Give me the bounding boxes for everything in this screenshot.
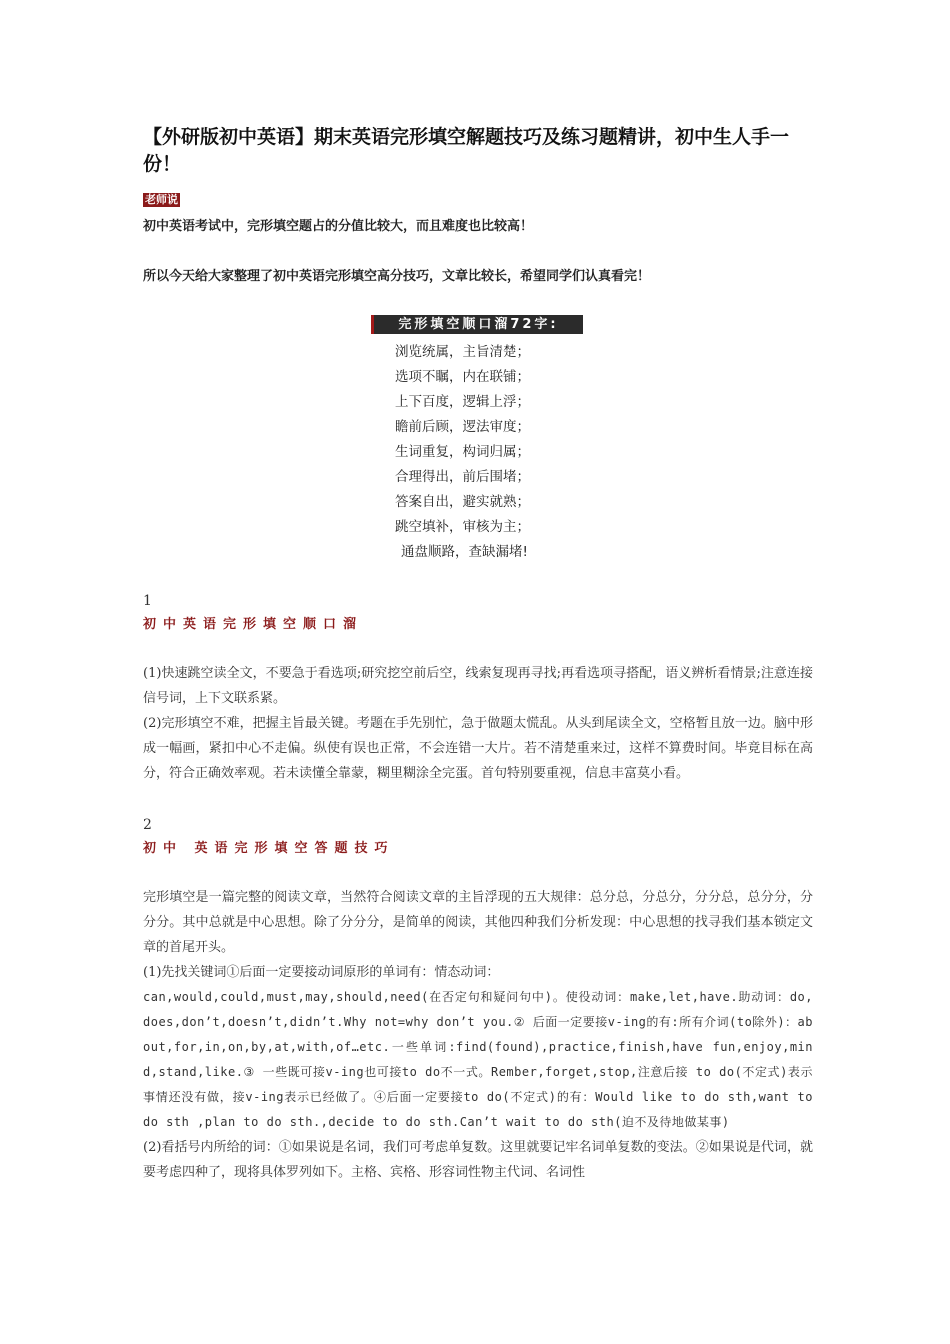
section-body [143, 885, 813, 1185]
section-number: 2 [143, 817, 152, 833]
rhyme-line: 合理得出，前后围堵； [395, 469, 530, 485]
rhyme-list [395, 340, 565, 565]
rhyme-line: 选项不瞩，内在联铺； [395, 369, 530, 385]
paragraph: (1)快速跳空读全文，不要急于看选项;研究挖空前后空，线索复现再寻找;再看选项寻搭配，语义辨析看情景;注意连接信号词，上下文联系紧。 [143, 666, 813, 706]
section-heading: 初中英语完形填空顺口溜 [143, 617, 364, 632]
section-heading: 初中 英语完形填空答题技巧 [143, 841, 395, 856]
teacher-says-badge: 老师说 [145, 193, 178, 206]
paragraph: (1)先找关键词①后面一定要接动词原形的单词有：情态动词： [143, 965, 500, 980]
article-title: 【外研版初中英语】期末英语完形填空解题技巧及练习题精讲，初中生人手一份！ [143, 126, 790, 175]
intro-line-1: 初中英语考试中，完形填空题占的分值比较大，而且难度也比较高！ [143, 219, 534, 234]
rhyme-heading: 完形填空顺口溜72字: [371, 315, 583, 334]
rhyme-line: 瞻前后顾，逻法审度； [395, 419, 530, 435]
rhyme-line: 上下百度，逻辑上浮； [395, 394, 530, 410]
paragraph: 完形填空是一篇完整的阅读文章，当然符合阅读文章的主旨浮现的五大规律：总分总，分总分，分分总，总分分，分分分。其中总就是中心思想。除了分分分，是简单的阅读，其他四种我们分析发现：中心思想的找寻我们基本锁定文章的首尾开头。 [143, 890, 813, 955]
intro-line-2: 所以今天给大家整理了初中英语完形填空高分技巧，文章比较长，希望同学们认真看完！ [143, 269, 651, 284]
paragraph: (2)完形填空不难，把握主旨最关键。考题在手先别忙，急于做题太慌乱。从头到尾读全文，空格暂且放一边。脑中形成一幅画，紧扣中心不走偏。纵使有误也正常，不会连错一大片。若不清楚重来过，这样不算费时间。毕竟目标在高分，符合正确效率观。若未读懂全靠蒙，糊里糊涂全完蛋。首句特别要重视，信息丰富莫小看。 [143, 716, 813, 781]
paragraph: (2)看括号内所给的词：①如果说是名词，我们可考虑单复数。这里就要记牢名词单复数的变法。②如果说是代词，就要考虑四种了，现将具体罗列如下。主格、宾格、形容词性物主代词、名词性 [143, 1140, 813, 1180]
section-number: 1 [143, 593, 152, 609]
section-body [143, 661, 813, 786]
rhyme-line: 通盘顺路，查缺漏堵! [401, 544, 528, 560]
paragraph: can,would,could,must,may,should,need(在否定句和疑问句中)。使役动词：make,let,have.助动词：do,does,don’t,doesn’t,didn’t.Why not=why don’t you.② 后面一定要接v-ing的有:所有介词(to除外)：about,for,in,on,by,at,with,of…etc.一些单词:find(found),practice,finish,have fun,enjoy,mind,stand,like.③ 一些既可接v-ing也可接to do不一式。Rember,forget,stop,注意后接 to do(不定式)表示事情还没有做，接v-ing表示已经做了。④后面一定要接to do(不定式)的有：Would like to do sth,want to do sth ,plan to do sth.,decide to do sth.Can’t wait to do sth(迫不及待地做某事) [143, 990, 813, 1129]
rhyme-line: 答案自出，避实就熟； [395, 494, 530, 510]
rhyme-line: 生词重复，构词归属； [395, 444, 530, 460]
rhyme-line: 跳空填补，审核为主； [395, 519, 530, 535]
rhyme-line: 浏览统属，主旨清楚； [395, 344, 530, 360]
